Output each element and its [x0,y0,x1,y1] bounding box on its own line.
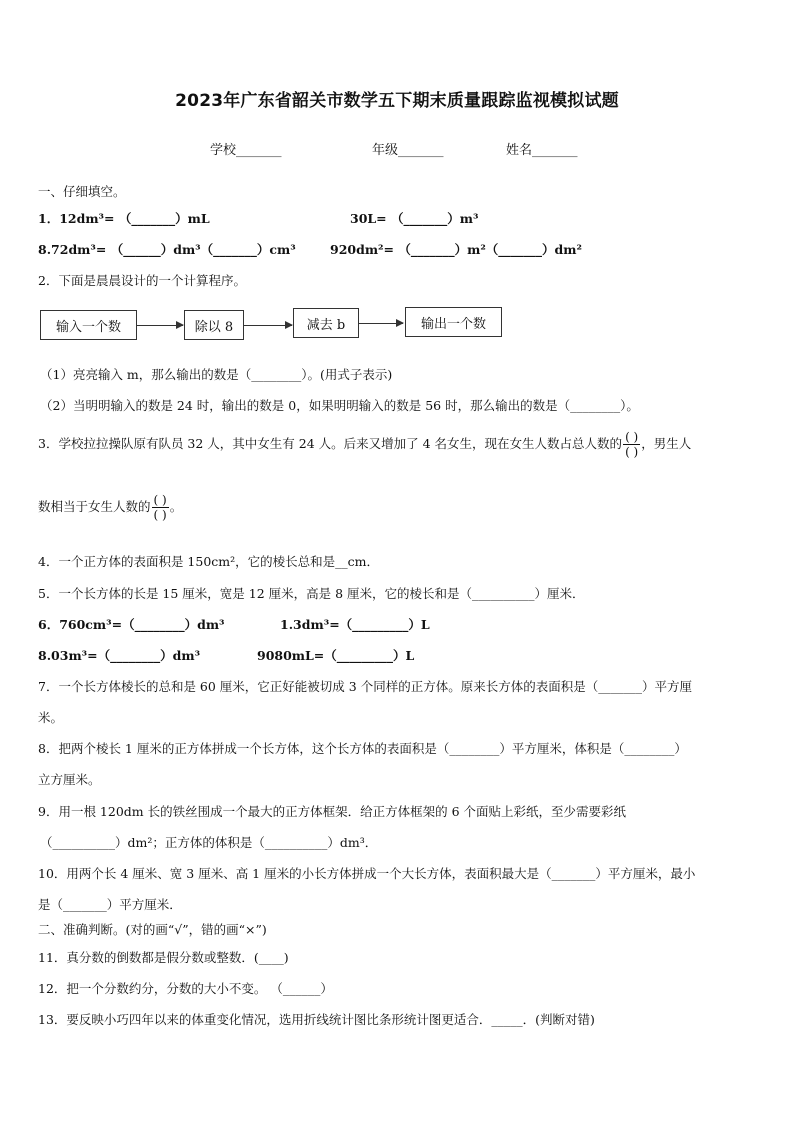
page-title: 2023年广东省韶关市数学五下期末质量跟踪监视模拟试题 [175,91,619,111]
question-6b: 1.3dm³=（_________）L [280,617,430,632]
flow-arrow-1 [137,325,183,326]
question-10-line-2: 是（_______）平方厘米． [38,897,182,912]
question-9-line-2: （__________）dm²；正方体的体积是（__________）dm³． [40,835,378,850]
question-1b: 30L= （_______）m³ [350,211,479,226]
fraction-denominator: ( ) [153,508,167,522]
question-9-line-1: 9．用一根 120dm 长的铁丝围成一个最大的正方体框架．给正方体框架的 6 个面贴上彩纸，至少需要彩纸 [38,804,627,819]
question-6a: 6．760cm³=（________）dm³ [38,617,225,632]
fraction-numerator: ( ) [625,430,639,444]
question-10-line-1: 10．用两个长 4 厘米、宽 3 厘米、高 1 厘米的小长方体拼成一个大长方体，表面积最大是（_______）平方厘米，最小 [38,866,696,881]
fraction-blank-1 [623,430,640,459]
flow-box-input: 输入一个数 [40,310,137,340]
question-2: 2．下面是晨晨设计的一个计算程序。 [38,273,246,288]
flow-arrow-3 [359,323,403,324]
flow-box-output: 输出一个数 [405,307,502,337]
question-3-text-c: 数相当于女生人数的 [38,499,151,514]
question-3-text-d: 。 [169,499,183,514]
name-field: 姓名_______ [506,143,578,158]
flow-box-divide: 除以 8 [184,310,244,340]
fraction-blank-2 [152,493,169,522]
flow-arrow-2 [244,325,292,326]
question-1a: 1．12dm³= （_______）mL [38,211,210,226]
school-field: 学校_______ [210,143,282,158]
question-1d: 920dm²= （_______）m²（_______）dm² [330,242,583,257]
question-11: 11．真分数的倒数都是假分数或整数．(____) [38,950,289,965]
question-2-1: （1）亮亮输入 m，那么输出的数是（________）。(用式子表示) [40,367,393,382]
fraction-numerator: ( ) [153,493,167,507]
question-3-text-a: 3．学校拉拉操队原有队员 32 人，其中女生有 24 人。后来又增加了 4 名女生，现在女生人数占总人数的 [38,436,623,451]
question-1c: 8.72dm³= （______）dm³（_______）cm³ [38,242,296,257]
section-1-heading: 一、仔细填空。 [38,184,126,199]
question-2-2: （2）当明明输入的数是 24 时，输出的数是 0，如果明明输入的数是 56 时，那么输出的数是（________）。 [40,398,639,413]
question-6c: 8.03m³=（________）dm³ [38,648,201,663]
question-3-line-1 [38,430,691,459]
section-2-heading: 二、准确判断。(对的画“√”，错的画“×”) [38,922,267,937]
question-4: 4．一个正方体的表面积是 150cm²，它的棱长总和是__cm． [38,554,380,569]
question-5: 5．一个长方体的长是 15 厘米，宽是 12 厘米，高是 8 厘米，它的棱长和是（__________）厘米． [38,586,585,601]
question-8-line-2: 立方厘米。 [38,772,101,787]
question-3-line-2 [38,493,182,522]
question-13: 13．要反映小巧四年以来的体重变化情况，选用折线统计图比条形统计图更适合．_____．(判断对错) [38,1012,595,1027]
question-7-line-2: 米。 [38,710,64,725]
question-3-text-b: ，男生人 [641,436,692,451]
question-7-line-1: 7．一个长方体棱长的总和是 60 厘米，它正好能被切成 3 个同样的正方体。原来长方体的表面积是（_______）平方厘 [38,679,692,694]
flow-box-subtract: 减去 b [293,308,359,338]
question-6d: 9080mL=（_________）L [257,648,415,663]
question-12: 12．把一个分数约分，分数的大小不变。 （______） [38,981,333,996]
fraction-denominator: ( ) [625,445,639,459]
grade-field: 年级_______ [372,143,444,158]
question-8-line-1: 8．把两个棱长 1 厘米的正方体拼成一个长方体，这个长方体的表面积是（________）平方厘米，体积是（________） [38,741,687,756]
